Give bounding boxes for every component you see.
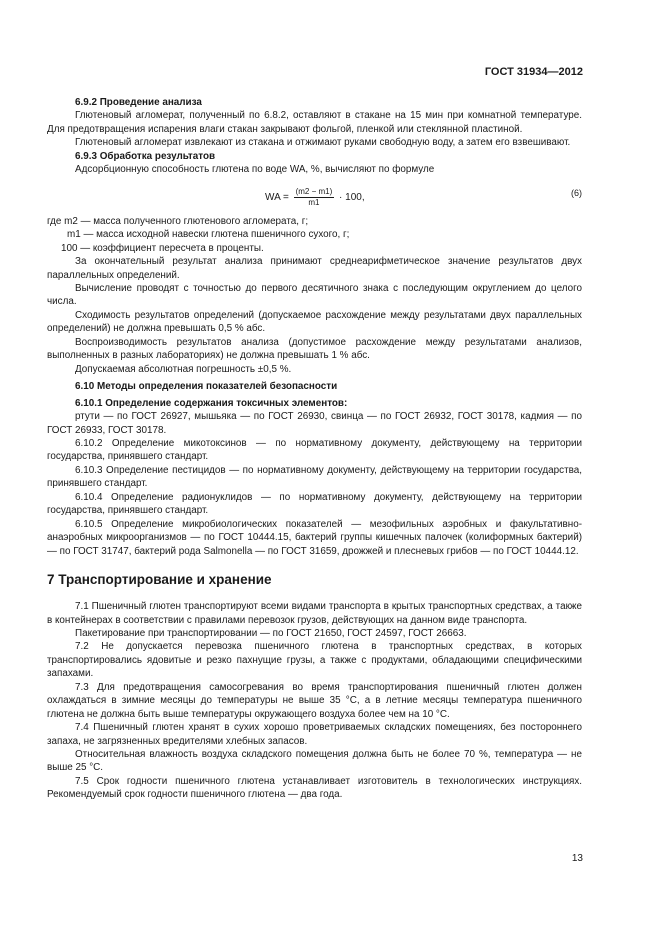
formula-rhs: · 100,	[339, 191, 365, 203]
subsection-title-6-10: 6.10 Методы определения показателей безопасности	[75, 381, 338, 393]
paragraph: 6.10.3 Определение пестицидов — по нормативному документу, действующему на территории государства, принявшего стандарт.	[47, 464, 582, 490]
paragraph: 7.3 Для предотвращения самосогревания во время транспортирования пшеничный глютен должен охлаждаться в зимние месяцы до температуры не выше 35 °С, а в летние месяцы температура пшеничного глютена не должна быть выше температуры окружающего воздуха более чем на 10 °С.	[47, 681, 582, 720]
paragraph: Допускаемая абсолютная погрешность ±0,5 %.	[75, 363, 292, 375]
legend-line: где m2 — масса полученного глютенового агломерата, г;	[47, 215, 309, 227]
formula-fraction	[294, 187, 335, 208]
paragraph: Вычисление проводят с точностью до первого десятичного знака с последующим округлением до целого числа.	[47, 282, 582, 308]
formula-lhs: WA =	[265, 191, 289, 203]
page-body	[47, 96, 582, 802]
paragraph: Глютеновый агломерат, полученный по 6.8.2, оставляют в стакане на 15 мин при комнатной температуре. Для предотвращения испарения влаги стакан закрывают фольгой, пленкой или стеклянной пластиной.	[47, 110, 582, 135]
paragraph: 6.10.4 Определение радионуклидов — по нормативному документу, действующему на территории государства, принявшего стандарт.	[47, 491, 582, 517]
document-code: ГОСТ 31934—2012	[484, 66, 583, 78]
paragraph: 7.1 Пшеничный глютен транспортируют всеми видами транспорта в крытых транспортных средствах, а также в контейнерах в соответствии с правилами перевозок грузов, действующих на данном виде транспорта.	[47, 601, 582, 626]
paragraph: Пакетирование при транспортировании — по ГОСТ 21650, ГОСТ 24597, ГОСТ 26663.	[75, 627, 467, 639]
paragraph: ртути — по ГОСТ 26927, мышьяка — по ГОСТ 26930, свинца — по ГОСТ 26932, ГОСТ 30178, кадмия — по ГОСТ 26933, ГОСТ 30178.	[47, 411, 582, 436]
paragraph: 6.10.5 Определение микробиологических показателей — мезофильных аэробных и факультативно-анаэробных микроорганизмов — по ГОСТ 10444.15, бактерий группы кишечных палочек (колиформных бактерий) — по ГОСТ 31747, бактерий рода Salmonella — по ГОСТ 31659, дрожжей и плесневых грибов — по ГОСТ 10444.12.	[47, 518, 582, 557]
formula-numerator: (m2 − m1)	[295, 186, 333, 196]
paragraph: 6.10.2 Определение микотоксинов — по нормативному документу, действующему на территории государства, принявшего стандарт.	[47, 437, 582, 463]
section-title-7: 7 Транспортирование и хранение	[47, 572, 272, 588]
formula-denominator: m1	[308, 197, 320, 207]
legend-line: 100 — коэффициент пересчета в проценты.	[61, 242, 264, 254]
paragraph: Воспроизводимость результатов анализа (допустимое расхождение между результатами анализов, выполненных в разных лабораториях) не должна превышать 1 % абс.	[47, 336, 582, 362]
formula-legend	[47, 215, 582, 255]
paragraph: 7.2 Не допускается перевозка пшеничного глютена в транспортных средствах, в которых транспортировались ядовитые и резко пахнущие грузы, а также с продуктами, обладающими специфическими запахами.	[47, 641, 582, 680]
legend-line: m1 — масса исходной навески глютена пшеничного сухого, г;	[67, 229, 350, 241]
paragraph: 7.5 Срок годности пшеничного глютена устанавливает изготовитель в технологических инструкциях. Рекомендуемый срок годности пшеничного глютена — два года.	[47, 775, 582, 801]
paragraph: 7.4 Пшеничный глютен хранят в сухих хорошо проветриваемых складских помещениях, без постороннего запаха, не загрязненных вредителями хлебных запасов.	[47, 722, 582, 747]
subsection-title-6-10-1: 6.10.1 Определение содержания токсичных элементов:	[75, 397, 348, 409]
subsection-title-6-9-2: 6.9.2 Проведение анализа	[75, 97, 202, 108]
paragraph: Сходимость результатов определений (допускаемое расхождение между результатами двух параллельных определений) не должна превышать 0,5 % абс.	[47, 309, 582, 335]
formula-intro: Адсорбционную способность глютена по воде WA, %, вычисляют по формуле	[75, 164, 435, 176]
subsection-title-6-9-3: 6.9.3 Обработка результатов	[75, 150, 216, 162]
paragraph: Глютеновый агломерат извлекают из стакана и отжимают руками свободную воду, а затем его взвешивают.	[75, 137, 571, 149]
paragraph: За окончательный результат анализа принимают среднеарифметическое значение результатов двух параллельных определений.	[47, 256, 582, 281]
formula-number: (6)	[571, 187, 582, 198]
formula-6	[47, 179, 582, 215]
paragraph: Относительная влажность воздуха складского помещения должна быть не более 70 %, температура — не выше 25 °С.	[47, 749, 582, 774]
page-number: 13	[571, 853, 583, 864]
